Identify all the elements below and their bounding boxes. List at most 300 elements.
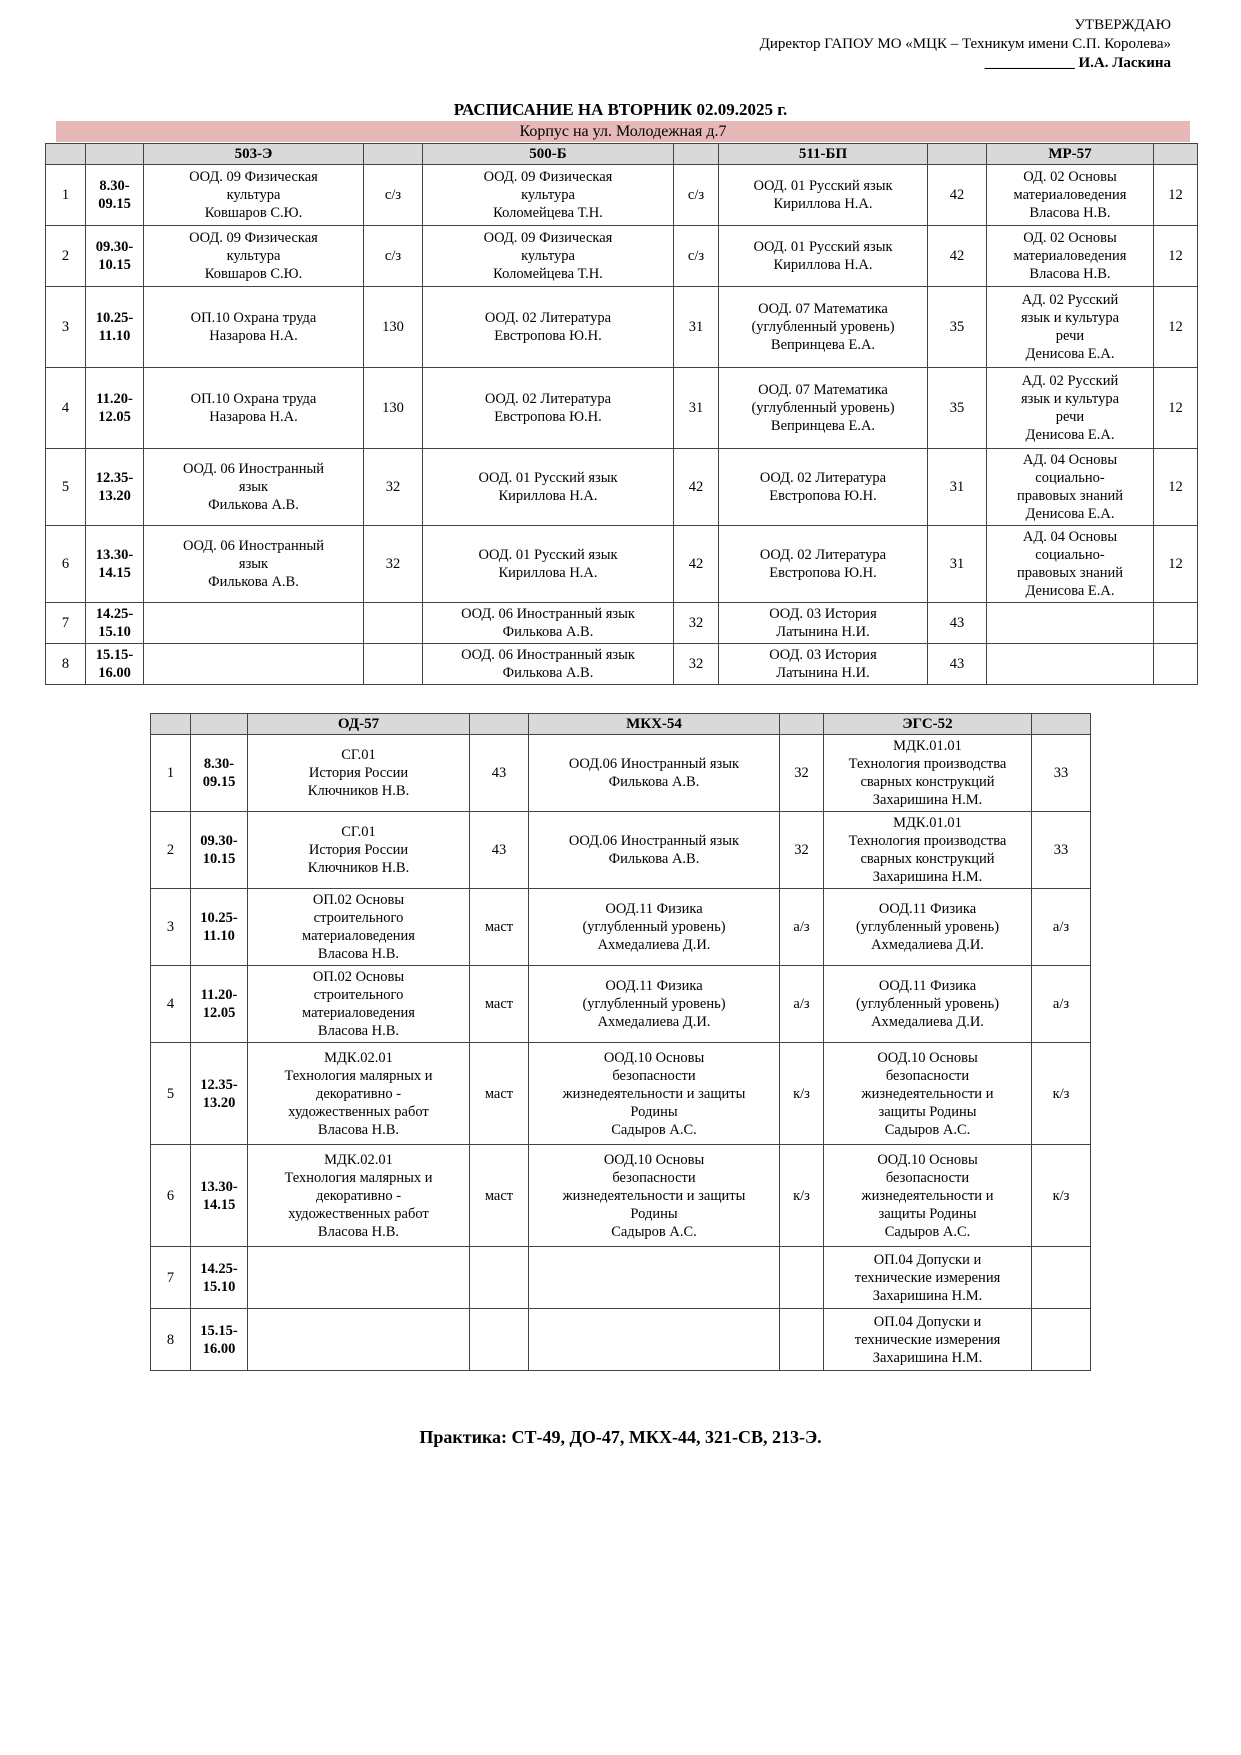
- subject-line: СГ.01: [341, 824, 376, 840]
- time-line: 15.10: [98, 624, 131, 640]
- subject-cell: [987, 165, 1154, 226]
- lesson-time: [86, 165, 144, 226]
- lesson-time: [191, 966, 248, 1043]
- room-cell: 43: [928, 644, 987, 685]
- subject-line: Кириллова Н.А.: [498, 488, 598, 504]
- lesson-number: 8: [46, 644, 86, 685]
- subject-line: Кириллова Н.А.: [773, 196, 873, 212]
- subject-line: Технология малярных и: [284, 1067, 433, 1084]
- subject-cell: [719, 449, 928, 526]
- table-row: [151, 812, 1091, 889]
- subject-line: История России: [308, 842, 409, 858]
- subject-line: Ахмедалиева Д.И.: [597, 1014, 711, 1030]
- lesson-time: [191, 889, 248, 966]
- room-cell: маст: [470, 1145, 529, 1247]
- table-row: [151, 889, 1091, 966]
- subject-line: социально-: [1035, 547, 1105, 563]
- lesson-number: 2: [46, 226, 86, 287]
- subject-line: жизнедеятельности и защиты: [562, 1187, 746, 1204]
- time-line: 16.00: [202, 1340, 236, 1357]
- subject-line: Ахмедалиева Д.И.: [597, 937, 711, 953]
- subject-line: язык и культура: [1020, 310, 1120, 326]
- schedule-table-main: [45, 143, 1198, 685]
- subject-line: Садыров А.С.: [884, 1223, 971, 1240]
- room-cell: с/з: [674, 165, 719, 226]
- approval-signature: ____________ И.А. Ласкина: [984, 55, 1171, 71]
- subject-line: Власова Н.В.: [317, 946, 400, 962]
- lesson-number: 5: [151, 1043, 191, 1145]
- subject-line: Евстропова Ю.Н.: [769, 565, 877, 581]
- lesson-time: [86, 368, 144, 449]
- lesson-number: 6: [151, 1145, 191, 1247]
- room-cell: с/з: [364, 226, 423, 287]
- time-line: 15.15-: [95, 647, 134, 663]
- subject-line: (углубленный уровень): [582, 919, 726, 935]
- subject-line: защиты Родины: [878, 1205, 977, 1222]
- subject-line: безопасности: [612, 1169, 696, 1186]
- table-row: [46, 165, 1198, 226]
- subject-line: Латынина Н.И.: [776, 624, 870, 640]
- time-line: 12.35-: [200, 1076, 238, 1093]
- approval-block: [760, 16, 1171, 73]
- subject-cell: [719, 368, 928, 449]
- room-cell: 31: [928, 526, 987, 603]
- subject-line: ООД.11 Физика: [878, 901, 977, 917]
- lesson-time: [86, 526, 144, 603]
- subject-line: Садыров А.С.: [884, 1121, 971, 1138]
- room-cell: 32: [674, 644, 719, 685]
- subject-line: ООД. 06 Иностранный: [183, 461, 324, 477]
- subject-line: Кириллова Н.А.: [498, 565, 598, 581]
- subject-line: культура: [226, 248, 281, 264]
- subject-line: ООД. 02 Литература: [484, 391, 612, 407]
- header-blank: [1032, 714, 1091, 735]
- time-line: 16.00: [98, 665, 131, 681]
- table-row: [151, 1247, 1091, 1309]
- lesson-time: [191, 1145, 248, 1247]
- room-cell: 43: [928, 603, 987, 644]
- subject-line: Назарова Н.А.: [209, 328, 298, 344]
- page-title: РАСПИСАНИЕ НА ВТОРНИК 02.09.2025 г.: [453, 100, 788, 119]
- subject-line: ООД.06 Иностранный язык: [568, 833, 740, 849]
- subject-line: язык: [238, 556, 269, 572]
- subject-line: материаловедения: [302, 1005, 415, 1021]
- table-row: [46, 603, 1198, 644]
- table-row: [46, 526, 1198, 603]
- subject-cell: [144, 526, 364, 603]
- time-line: 14.15: [98, 565, 131, 581]
- subject-line: ОП.02 Основы: [312, 892, 405, 908]
- subject-line: ООД. 01 Русский язык: [753, 178, 893, 194]
- subject-line: ОД. 02 Основы: [1023, 230, 1117, 246]
- room-cell: 130: [364, 368, 423, 449]
- room-cell: 42: [674, 449, 719, 526]
- subject-line: ООД. 01 Русский язык: [753, 239, 893, 255]
- subject-line: жизнедеятельности и: [861, 1085, 994, 1102]
- header-blank: [928, 144, 987, 165]
- subject-cell: [987, 526, 1154, 603]
- room-cell: 32: [364, 526, 423, 603]
- subject-line: строительного: [313, 910, 404, 926]
- subject-line: Ахмедалиева Д.И.: [871, 937, 984, 953]
- subject-line: культура: [226, 187, 281, 203]
- subject-line: Власова Н.В.: [317, 1223, 400, 1240]
- table-row: [151, 1043, 1091, 1145]
- room-cell: 32: [780, 735, 824, 812]
- subject-line: ОП.04 Допуски и: [873, 1251, 982, 1268]
- group-header: 500-Б: [423, 144, 674, 165]
- subject-cell: [144, 226, 364, 287]
- time-line: 12.35-: [95, 470, 134, 486]
- subject-line: Технология малярных и: [284, 1169, 433, 1186]
- room-cell: [1154, 644, 1198, 685]
- room-cell: 32: [364, 449, 423, 526]
- room-cell: 12: [1154, 368, 1198, 449]
- subject-line: Латынина Н.И.: [776, 665, 870, 681]
- subject-cell: [529, 1043, 780, 1145]
- room-cell: к/з: [1032, 1145, 1091, 1247]
- subject-cell: [423, 368, 674, 449]
- lesson-time: [191, 1247, 248, 1309]
- subject-line: Коломейцева Т.Н.: [493, 266, 603, 282]
- lesson-number: 1: [46, 165, 86, 226]
- subject-cell: [248, 812, 470, 889]
- subject-line: Технология производства: [848, 756, 1007, 772]
- room-cell: к/з: [780, 1145, 824, 1247]
- subject-line: ООД. 07 Математика: [758, 382, 888, 398]
- subject-cell: [423, 644, 674, 685]
- subject-line: декоративно -: [315, 1085, 402, 1102]
- subject-line: правовых знаний: [1016, 488, 1124, 504]
- subject-line: ОП.02 Основы: [312, 969, 405, 985]
- subject-line: ООД. 02 Литература: [759, 547, 887, 563]
- subject-line: ООД. 09 Физическая: [483, 230, 613, 246]
- subject-line: социально-: [1035, 470, 1105, 486]
- subject-line: (углубленный уровень): [855, 996, 1000, 1012]
- subject-line: ООД. 06 Иностранный: [183, 538, 324, 554]
- subject-line: ООД.11 Физика: [878, 978, 977, 994]
- time-line: 8.30-: [203, 756, 235, 772]
- lesson-time: [86, 603, 144, 644]
- subject-line: безопасности: [885, 1067, 970, 1084]
- room-cell: 43: [470, 735, 529, 812]
- subject-line: Денисова Е.А.: [1025, 346, 1115, 362]
- room-cell: 12: [1154, 226, 1198, 287]
- group-header: 511-БП: [719, 144, 928, 165]
- lesson-time: [86, 287, 144, 368]
- time-line: 10.15: [98, 257, 131, 273]
- room-cell: 35: [928, 368, 987, 449]
- header-blank: [1154, 144, 1198, 165]
- subject-line: ООД. 06 Иностранный язык: [461, 647, 635, 663]
- subject-line: (углубленный уровень): [751, 319, 895, 335]
- subject-cell: [423, 287, 674, 368]
- time-line: 11.10: [98, 328, 131, 344]
- subject-line: МДК.02.01: [324, 1151, 393, 1168]
- time-line: 14.25-: [200, 1260, 238, 1277]
- room-cell: 31: [674, 368, 719, 449]
- subject-cell: [529, 1145, 780, 1247]
- schedule-table-second: [150, 713, 1091, 1371]
- table-row: [46, 368, 1198, 449]
- subject-cell: [824, 735, 1032, 812]
- lesson-number: 7: [46, 603, 86, 644]
- subject-line: Вепринцева Е.А.: [770, 418, 876, 434]
- subject-line: ООД. 09 Физическая: [189, 169, 318, 185]
- subject-cell: [248, 735, 470, 812]
- subject-cell: [529, 966, 780, 1043]
- subject-cell: [529, 889, 780, 966]
- subject-line: сварных конструкций: [860, 851, 995, 867]
- subject-cell: [824, 966, 1032, 1043]
- table-row: [46, 287, 1198, 368]
- room-cell: [780, 1309, 824, 1371]
- lesson-time: [191, 812, 248, 889]
- subject-line: Евстропова Ю.Н.: [494, 328, 602, 344]
- subject-line: Евстропова Ю.Н.: [769, 488, 877, 504]
- subject-line: речи: [1055, 409, 1085, 425]
- lesson-number: 3: [151, 889, 191, 966]
- subject-line: культура: [521, 187, 575, 203]
- subject-line: технические измерения: [854, 1269, 1001, 1286]
- approval-title: УТВЕРЖДАЮ: [1074, 17, 1171, 33]
- subject-line: Родины: [630, 1205, 678, 1222]
- subject-line: МДК.01.01: [893, 738, 962, 754]
- subject-cell: [719, 226, 928, 287]
- subject-line: МДК.02.01: [324, 1049, 393, 1066]
- subject-cell: [248, 1043, 470, 1145]
- group-header: МКХ-54: [529, 714, 780, 735]
- room-cell: а/з: [780, 889, 824, 966]
- subject-line: жизнедеятельности и защиты: [562, 1085, 746, 1102]
- time-line: 10.25-: [95, 310, 134, 326]
- subject-line: История России: [308, 765, 409, 781]
- room-cell: маст: [470, 889, 529, 966]
- table-row: [46, 449, 1198, 526]
- room-cell: [780, 1247, 824, 1309]
- lesson-number: 5: [46, 449, 86, 526]
- subject-cell: [824, 1043, 1032, 1145]
- subject-cell: [987, 449, 1154, 526]
- room-cell: 33: [1032, 812, 1091, 889]
- subject-line: безопасности: [612, 1067, 696, 1084]
- subject-cell: [719, 603, 928, 644]
- subject-line: Технология производства: [848, 833, 1007, 849]
- subject-line: защиты Родины: [878, 1103, 977, 1120]
- room-cell: 42: [928, 226, 987, 287]
- subject-line: ООД.10 Основы: [603, 1049, 705, 1066]
- subject-cell: [423, 526, 674, 603]
- table-row: [151, 1145, 1091, 1247]
- subject-line: материаловедения: [1013, 187, 1127, 203]
- room-cell: 42: [928, 165, 987, 226]
- subject-cell: [248, 1309, 470, 1371]
- room-cell: [470, 1309, 529, 1371]
- subject-cell: [824, 1309, 1032, 1371]
- subject-line: ООД. 03 История: [769, 606, 877, 622]
- header-blank: [151, 714, 191, 735]
- subject-cell: [144, 368, 364, 449]
- header-blank: [674, 144, 719, 165]
- time-line: 11.10: [203, 928, 235, 944]
- subject-cell: [824, 812, 1032, 889]
- lesson-time: [191, 1309, 248, 1371]
- subject-line: Власова Н.В.: [317, 1121, 400, 1138]
- subject-line: ООД. 02 Литература: [759, 470, 887, 486]
- room-cell: [470, 1247, 529, 1309]
- room-cell: 32: [674, 603, 719, 644]
- subject-line: язык и культура: [1020, 391, 1120, 407]
- practice-note: Практика: СТ-49, ДО-47, МКХ-44, 321-СВ, 213-Э.: [419, 1427, 822, 1447]
- subject-line: АД. 04 Основы: [1022, 452, 1118, 468]
- subject-line: ОД. 02 Основы: [1023, 169, 1117, 185]
- subject-line: Захаришина Н.М.: [872, 792, 983, 808]
- lesson-number: 4: [46, 368, 86, 449]
- subject-cell: [144, 449, 364, 526]
- subject-line: Филькова А.В.: [208, 574, 299, 590]
- time-line: 15.10: [202, 1278, 236, 1295]
- subject-line: Ковшаров С.Ю.: [204, 266, 303, 282]
- subject-cell: [719, 287, 928, 368]
- subject-line: Ключников Н.В.: [307, 783, 410, 799]
- building-banner: Корпус на ул. Молодежная д.7: [56, 121, 1190, 142]
- subject-line: Захаришина Н.М.: [872, 869, 983, 885]
- subject-line: декоративно -: [315, 1187, 402, 1204]
- subject-cell: [144, 644, 364, 685]
- subject-cell: [824, 1247, 1032, 1309]
- room-cell: 33: [1032, 735, 1091, 812]
- subject-cell: [529, 735, 780, 812]
- time-line: 15.15-: [200, 1322, 238, 1339]
- subject-line: Ахмедалиева Д.И.: [871, 1014, 984, 1030]
- subject-line: Захаришина Н.М.: [872, 1287, 983, 1304]
- subject-line: художественных работ: [288, 1205, 429, 1222]
- subject-line: Вепринцева Е.А.: [770, 337, 876, 353]
- subject-cell: [719, 526, 928, 603]
- room-cell: 43: [470, 812, 529, 889]
- time-line: 13.30-: [200, 1178, 238, 1195]
- subject-line: ОП.10 Охрана труда: [190, 391, 317, 407]
- header-blank: [470, 714, 529, 735]
- subject-cell: [529, 1247, 780, 1309]
- lesson-number: 3: [46, 287, 86, 368]
- subject-line: культура: [521, 248, 575, 264]
- subject-line: Назарова Н.А.: [209, 409, 298, 425]
- subject-cell: [144, 165, 364, 226]
- table-row: [46, 226, 1198, 287]
- lesson-number: 1: [151, 735, 191, 812]
- subject-line: Денисова Е.А.: [1025, 427, 1115, 443]
- subject-line: ООД.10 Основы: [877, 1151, 978, 1168]
- subject-cell: [719, 165, 928, 226]
- subject-line: Ключников Н.В.: [307, 860, 410, 876]
- lesson-time: [86, 449, 144, 526]
- room-cell: с/з: [674, 226, 719, 287]
- time-line: 14.15: [202, 1196, 236, 1213]
- subject-line: Денисова Е.А.: [1025, 506, 1115, 522]
- subject-line: речи: [1055, 328, 1085, 344]
- time-line: 11.20-: [200, 987, 238, 1003]
- room-cell: 12: [1154, 526, 1198, 603]
- time-line: 14.25-: [95, 606, 134, 622]
- subject-line: Филькова А.В.: [608, 774, 700, 790]
- subject-cell: [144, 287, 364, 368]
- room-cell: маст: [470, 966, 529, 1043]
- subject-line: ООД. 09 Физическая: [189, 230, 318, 246]
- table-row: [151, 735, 1091, 812]
- subject-line: Кириллова Н.А.: [773, 257, 873, 273]
- subject-line: ООД.11 Физика: [605, 901, 703, 917]
- subject-line: материаловедения: [302, 928, 415, 944]
- lesson-time: [86, 644, 144, 685]
- table-row: [46, 644, 1198, 685]
- room-cell: 31: [674, 287, 719, 368]
- subject-line: Коломейцева Т.Н.: [493, 205, 603, 221]
- room-cell: а/з: [780, 966, 824, 1043]
- subject-line: жизнедеятельности и: [861, 1187, 994, 1204]
- subject-line: (углубленный уровень): [582, 996, 726, 1012]
- time-line: 11.20-: [96, 391, 133, 407]
- room-cell: 130: [364, 287, 423, 368]
- lesson-number: 6: [46, 526, 86, 603]
- subject-cell: [248, 1247, 470, 1309]
- subject-line: Власова Н.В.: [317, 1023, 400, 1039]
- subject-line: Садыров А.С.: [611, 1223, 697, 1240]
- time-line: 13.20: [202, 1094, 236, 1111]
- lesson-time: [191, 1043, 248, 1145]
- header-blank: [780, 714, 824, 735]
- subject-line: ООД. 03 История: [769, 647, 877, 663]
- subject-line: Филькова А.В.: [502, 665, 594, 681]
- subject-line: АД. 02 Русский: [1021, 292, 1119, 308]
- subject-line: Садыров А.С.: [611, 1121, 697, 1138]
- room-cell: с/з: [364, 165, 423, 226]
- time-line: 13.30-: [95, 547, 134, 563]
- subject-cell: [987, 644, 1154, 685]
- subject-line: АД. 04 Основы: [1022, 529, 1118, 545]
- room-cell: [1032, 1309, 1091, 1371]
- subject-cell: [987, 603, 1154, 644]
- subject-line: язык: [238, 479, 269, 495]
- group-header: МР-57: [987, 144, 1154, 165]
- subject-line: Власова Н.В.: [1029, 266, 1111, 282]
- subject-line: Филькова А.В.: [502, 624, 594, 640]
- subject-line: сварных конструкций: [860, 774, 995, 790]
- subject-cell: [423, 226, 674, 287]
- time-line: 09.30-: [200, 833, 238, 849]
- table-row: [151, 966, 1091, 1043]
- subject-line: ООД.10 Основы: [603, 1151, 705, 1168]
- time-line: 12.05: [98, 409, 131, 425]
- time-line: 10.15: [202, 851, 236, 867]
- subject-cell: [987, 226, 1154, 287]
- header-blank: [364, 144, 423, 165]
- subject-cell: [248, 1145, 470, 1247]
- subject-line: Родины: [630, 1103, 678, 1120]
- subject-line: ОП.10 Охрана труда: [190, 310, 317, 326]
- subject-line: ООД.10 Основы: [877, 1049, 978, 1066]
- room-cell: 42: [674, 526, 719, 603]
- subject-cell: [824, 1145, 1032, 1247]
- approval-director: Директор ГАПОУ МО «МЦК – Техникум имени С.П. Королева»: [759, 36, 1171, 52]
- time-line: 09.30-: [95, 239, 134, 255]
- subject-line: правовых знаний: [1016, 565, 1124, 581]
- time-line: 09.15: [98, 196, 131, 212]
- subject-line: Филькова А.В.: [608, 851, 700, 867]
- subject-line: Филькова А.В.: [208, 497, 299, 513]
- lesson-number: 7: [151, 1247, 191, 1309]
- subject-line: Евстропова Ю.Н.: [494, 409, 602, 425]
